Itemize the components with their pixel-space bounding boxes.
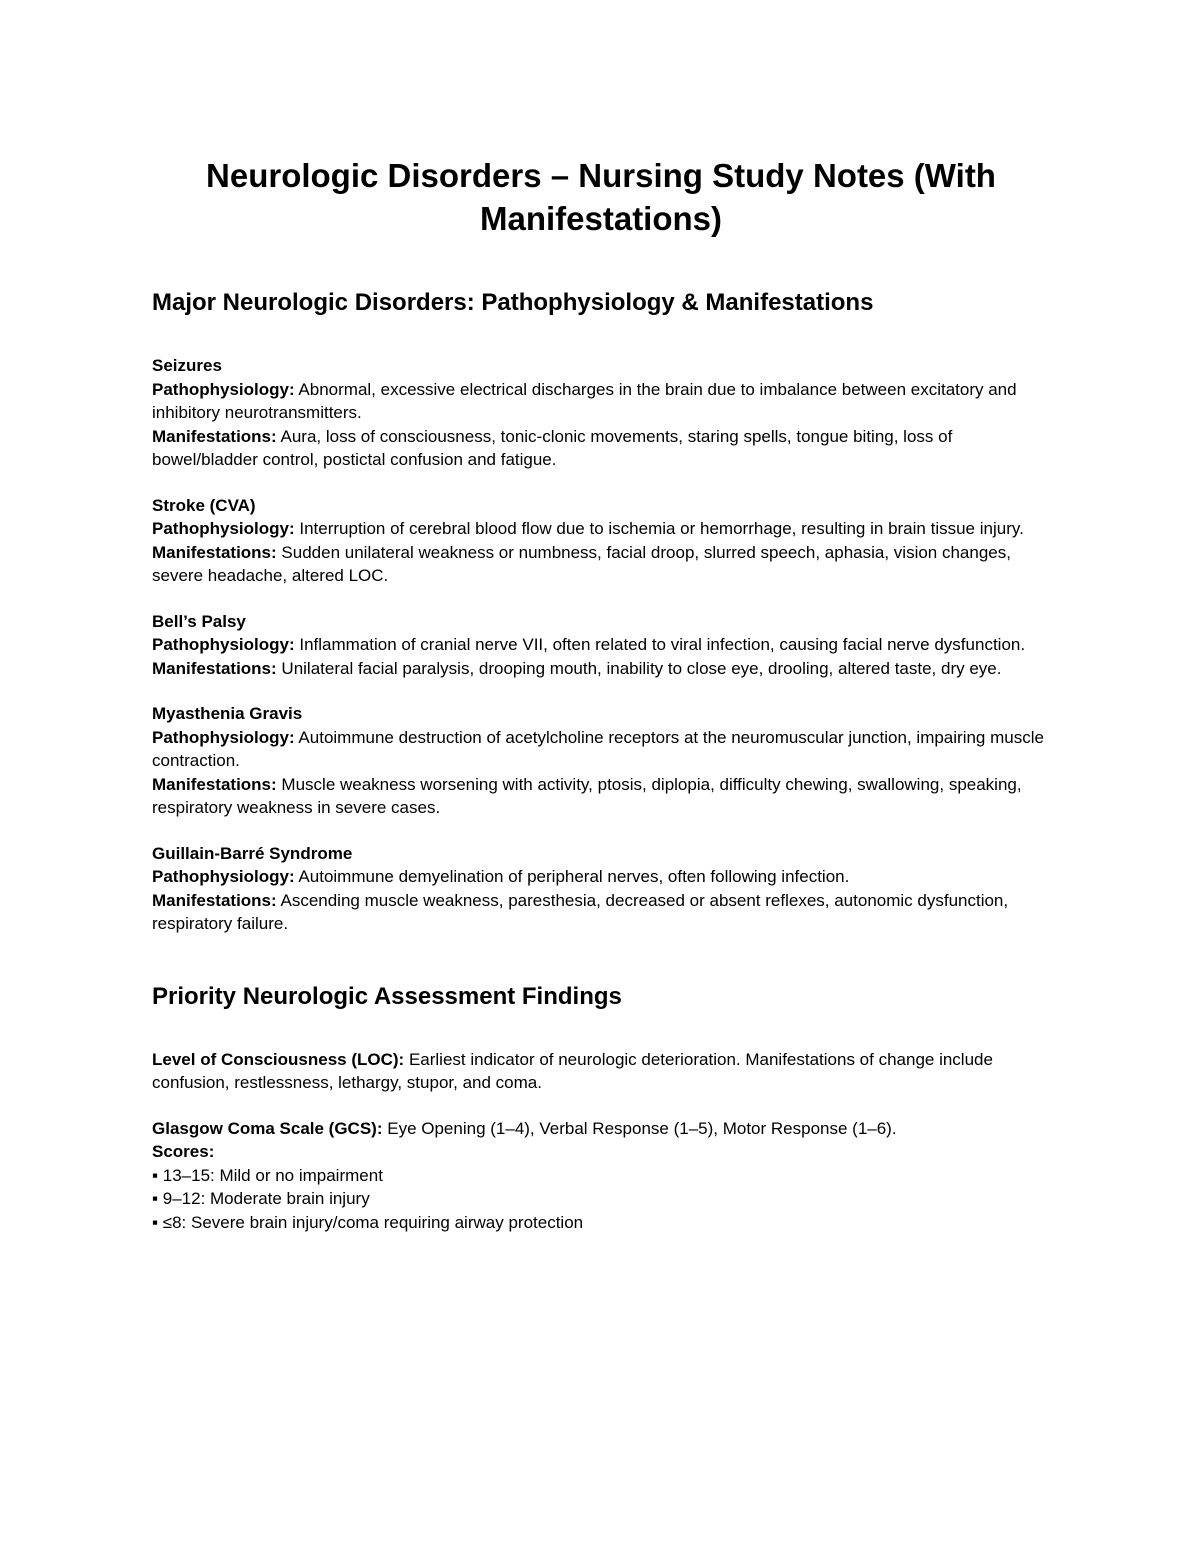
- assessment-findings: [152, 1048, 1050, 1235]
- pathophysiology-description: Interruption of cerebral blood flow due to ischemia or hemorrhage, resulting in brain tissue injury.: [299, 519, 1024, 538]
- manifestations-text: [152, 541, 1050, 588]
- disorder-bells-palsy: [152, 610, 1050, 681]
- finding-gcs: [152, 1117, 1050, 1235]
- disorder-myasthenia-gravis: [152, 702, 1050, 820]
- disorder-name: Bell’s Palsy: [152, 611, 246, 631]
- pathophysiology-description: Inflammation of cranial nerve VII, often related to viral infection, causing facial nerve dysfunction.: [299, 635, 1026, 654]
- manifestations-description: Sudden unilateral weakness or numbness, facial droop, slurred speech, aphasia, vision changes, severe headache, altered LOC.: [152, 542, 1011, 585]
- manifestations-label: Manifestations:: [152, 774, 277, 794]
- pathophysiology-label: Pathophysiology:: [152, 379, 295, 399]
- pathophysiology-text: [152, 726, 1050, 773]
- score-item: ▪ 13–15: Mild or no impairment: [152, 1165, 383, 1185]
- section-heading-disorders: Major Neurologic Disorders: Pathophysiology & Manifestations: [152, 289, 874, 316]
- manifestations-description: Ascending muscle weakness, paresthesia, decreased or absent reflexes, autonomic dysfunction, respiratory failure.: [152, 890, 1009, 933]
- score-item: ▪ ≤8: Severe brain injury/coma requiring airway protection: [152, 1212, 584, 1232]
- pathophysiology-label: Pathophysiology:: [152, 635, 295, 654]
- loc-label: Level of Consciousness (LOC):: [152, 1049, 405, 1069]
- pathophysiology-description: Abnormal, excessive electrical discharges in the brain due to imbalance between excitatory and inhibitory neurotransmitters.: [152, 379, 1017, 422]
- manifestations-label: Manifestations:: [152, 426, 277, 446]
- loc-description: Earliest indicator of neurologic deterioration. Manifestations of change include confusion, restlessness, lethargy, stupor, and coma.: [152, 1049, 993, 1092]
- pathophysiology-description: Autoimmune destruction of acetylcholine receptors at the neuromuscular junction, impairing muscle contraction.: [152, 727, 1044, 770]
- pathophysiology-text: [152, 517, 1050, 541]
- manifestations-text: [152, 889, 1050, 936]
- disorder-name: Stroke (CVA): [152, 495, 256, 515]
- pathophysiology-text: [152, 633, 1050, 657]
- pathophysiology-description: Autoimmune demyelination of peripheral nerves, often following infection.: [298, 867, 850, 886]
- pathophysiology-text: [152, 865, 1050, 889]
- manifestations-description: Unilateral facial paralysis, drooping mouth, inability to close eye, drooling, altered taste, dry eye.: [281, 658, 1002, 678]
- section-heading-assessment: Priority Neurologic Assessment Findings: [152, 982, 622, 1010]
- page-title: Neurologic Disorders – Nursing Study Notes (With Manifestations): [206, 157, 996, 237]
- scores-label: Scores:: [152, 1142, 215, 1161]
- manifestations-text: [152, 425, 1050, 472]
- disorder-name: Guillain-Barré Syndrome: [152, 843, 353, 863]
- manifestations-label: Manifestations:: [152, 542, 277, 562]
- gcs-label: Glasgow Coma Scale (GCS):: [152, 1118, 383, 1138]
- disorder-list: [152, 354, 1050, 936]
- gcs-text: [152, 1117, 1050, 1141]
- manifestations-label: Manifestations:: [152, 658, 277, 678]
- pathophysiology-label: Pathophysiology:: [152, 867, 295, 886]
- disorder-stroke: [152, 494, 1050, 588]
- gcs-description: Eye Opening (1–4), Verbal Response (1–5), Motor Response (1–6).: [387, 1118, 897, 1138]
- pathophysiology-label: Pathophysiology:: [152, 519, 295, 538]
- pathophysiology-text: [152, 378, 1050, 425]
- disorder-guillain-barre: [152, 842, 1050, 936]
- disorder-seizures: [152, 354, 1050, 472]
- manifestations-text: [152, 657, 1050, 681]
- pathophysiology-label: Pathophysiology:: [152, 727, 295, 747]
- finding-loc: [152, 1048, 1050, 1095]
- score-item: ▪ 9–12: Moderate brain injury: [152, 1189, 370, 1208]
- manifestations-text: [152, 773, 1050, 820]
- manifestations-description: Aura, loss of consciousness, tonic-clonic movements, staring spells, tongue biting, loss of bowel/bladder control, postictal confusion and fatigue.: [152, 426, 953, 469]
- loc-text: [152, 1048, 1050, 1095]
- manifestations-label: Manifestations:: [152, 890, 277, 910]
- disorder-name: Seizures: [152, 356, 222, 375]
- disorder-name: Myasthenia Gravis: [152, 704, 303, 723]
- manifestations-description: Muscle weakness worsening with activity, ptosis, diplopia, difficulty chewing, swallowing, speaking, respiratory weakness in severe cases.: [152, 774, 1022, 817]
